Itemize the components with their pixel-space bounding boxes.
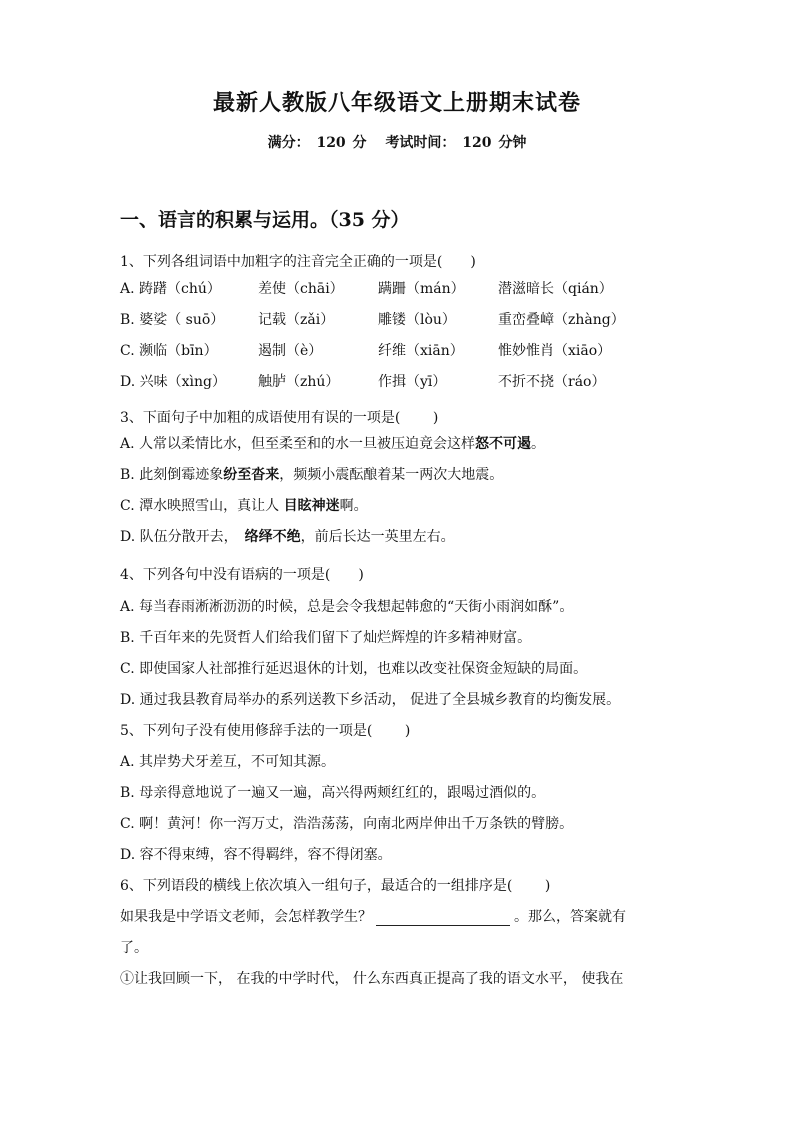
q4-option-a: A. 每当春雨淅淅沥沥的时候，总是会令我想起韩愈的“天街小雨润如酥”。: [120, 599, 574, 615]
q4-option-b: B. 千百年来的先贤哲人们给我们留下了灿烂辉煌的许多精神财富。: [120, 630, 532, 646]
q1-option-c-1: C. 濒临（bīn）: [120, 343, 218, 359]
q3-a-text: A. 人常以柔情比水，但至柔至和的水一旦被压迫竟会这样: [120, 436, 476, 452]
q5-option-a: A. 其岸势犬牙差互，不可知其源。: [120, 754, 336, 770]
q6-passage-continue: 。那么，答案就有: [514, 909, 626, 925]
full-score: 满分： 120 分: [267, 135, 367, 151]
q1-option-c-3: 纤维（xiān）: [378, 343, 464, 359]
question-3-stem: 3、下面句子中加粗的成语使用有误的一项是( ): [120, 410, 439, 426]
fill-in-blank: [376, 911, 510, 926]
q1-option-b-3: 雕镂（lòu）: [378, 312, 456, 328]
q1-option-b-2: 记载（zǎi）: [258, 312, 335, 328]
q3-option-b: [120, 464, 503, 484]
q1-option-b-4: 重峦叠嶂（zhàng）: [498, 312, 625, 328]
q3-a-idiom: 怒不可遏: [475, 436, 532, 452]
q3-d-text: D. 队伍分散开去，: [120, 529, 245, 545]
exam-info: [0, 132, 794, 152]
q1-option-d-4: 不折不挠（ráo）: [498, 374, 606, 390]
page-title: 最新人教版八年级语文上册期末试卷: [212, 90, 581, 116]
q1-option-a-4: 潜滋暗长（qián）: [498, 281, 613, 297]
q5-option-c: C. 啊！黄河！你一泻万丈，浩浩荡荡，向南北两岸伸出千万条铁的臂膀。: [120, 816, 574, 832]
q3-c-end: 啊。: [339, 498, 368, 514]
question-6-stem: 6、下列语段的横线上依次填入一组句子，最适合的一组排序是( ): [120, 878, 551, 894]
question-5-stem: 5、下列句子没有使用修辞手法的一项是( ): [120, 723, 411, 739]
q1-option-b-1: B. 婆娑（ suō）: [120, 312, 225, 328]
q1-option-c-4: 惟妙惟肖（xiāo）: [498, 343, 612, 359]
q6-passage-line-2: 了。: [120, 940, 148, 956]
exam-time: 考试时间： 120 分钟: [385, 135, 527, 151]
q1-option-c-2: 遏制（è）: [258, 343, 323, 359]
q3-b-end: ，频频小震酝酿着某一两次大地震。: [279, 467, 504, 483]
q6-passage-line-1: [120, 906, 626, 926]
q3-d-idiom: 络绎不绝: [244, 529, 301, 545]
question-1-stem: 1、下列各组词语中加粗字的注音完全正确的一项是( ): [120, 254, 476, 270]
q4-option-d: D. 通过我县教育局举办的系列送教下乡活动， 促进了全县城乡教育的均衡发展。: [120, 692, 621, 708]
q6-passage-line-3: ①让我回顾一下， 在我的中学时代， 什么东西真正提高了我的语文水平， 使我在: [120, 971, 624, 987]
q6-passage-start: 如果我是中学语文老师，会怎样教学生？: [120, 909, 372, 925]
q1-option-d-1: D. 兴味（xìng）: [120, 374, 226, 390]
q3-b-idiom: 纷至沓来: [223, 467, 280, 483]
q3-a-end: 。: [531, 436, 546, 452]
q5-option-b: B. 母亲得意地说了一遍又一遍，高兴得两颊红红的，跟喝过酒似的。: [120, 785, 546, 801]
q1-option-d-3: 作揖（yī）: [378, 374, 447, 390]
q3-d-end: ，前后长达一英里左右。: [300, 529, 455, 545]
q3-option-c: [120, 495, 368, 515]
section-heading: 一、语言的积累与运用。（35 分）: [120, 209, 410, 231]
q3-option-d: [120, 526, 455, 546]
q3-c-idiom: 目眩神迷: [283, 498, 340, 514]
q3-option-a: [120, 433, 545, 453]
q1-option-a-2: 差使（chāi）: [258, 281, 344, 297]
q4-option-c: C. 即使国家人社部推行延迟退休的计划，也难以改变社保资金短缺的局面。: [120, 661, 588, 677]
q3-b-text: B. 此刻倒霉迹象: [120, 467, 224, 483]
question-4-stem: 4、下列各句中没有语病的一项是( ): [120, 567, 364, 583]
q1-option-a-1: A. 踌躇（chú）: [120, 281, 221, 297]
q1-option-d-2: 触胪（zhú）: [258, 374, 340, 390]
q3-c-text: C. 潭水映照雪山，真让人: [120, 498, 284, 514]
q5-option-d: D. 容不得束缚，容不得羁绊，容不得闭塞。: [120, 847, 392, 863]
q1-option-a-3: 蹒跚（mán）: [378, 281, 465, 297]
